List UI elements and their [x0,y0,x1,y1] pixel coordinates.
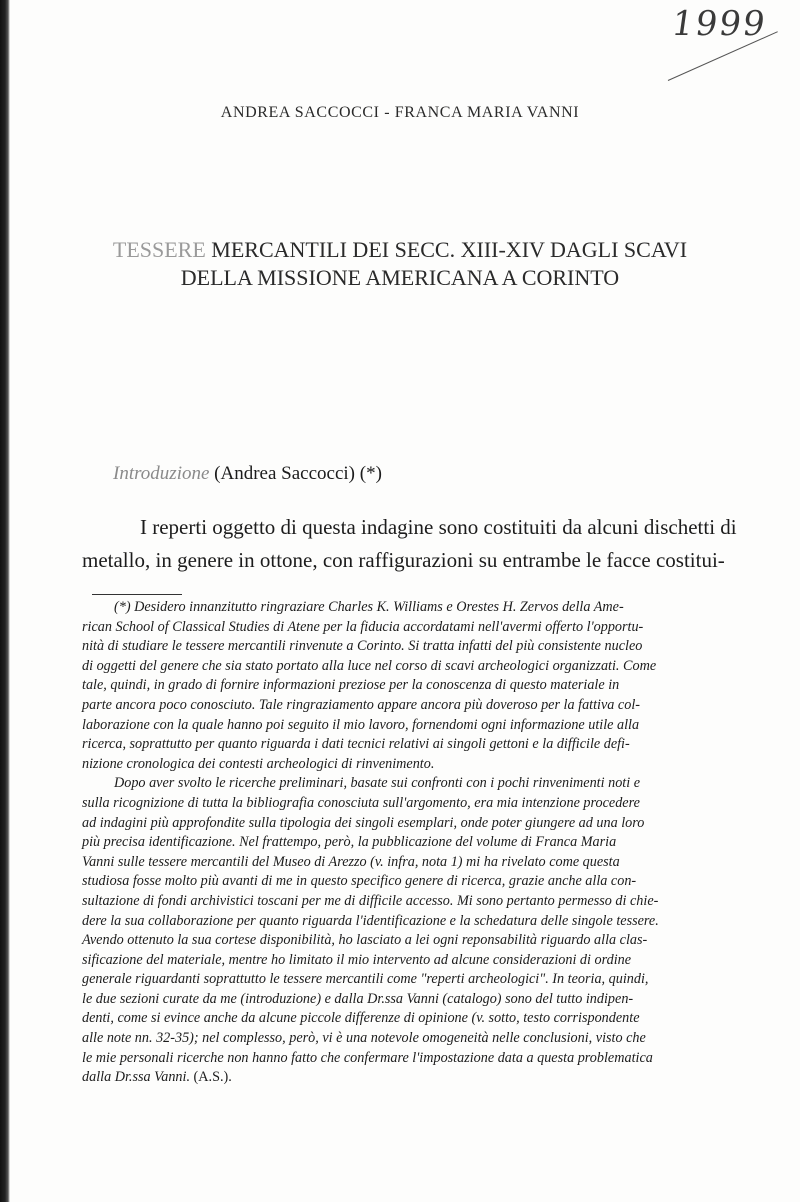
footnote-line: Avendo ottenuto la sua cortese disponibilità, ho lasciato a lei ogni reponsabilità riguardo alla clas- [82,932,648,949]
footnote-line: ad indagini più approfondite sulla tipologia dei singoli esemplari, onde poter giungere ad una loro [82,814,645,831]
footnote-line: più precisa identificazione. Nel frattempo, però, la pubblicazione del volume di Franca Maria [82,834,617,851]
title-line-1 [0,236,800,264]
title-faded-word: TESSERE [112,237,206,262]
body-paragraph [82,511,740,577]
footnote [82,598,732,1088]
footnote-line: generale riguardanti soprattutto le tessere mercantili come "reperti archeologici". In teoria, quindi, [82,971,649,988]
authors-header: ANDREA SACCOCCI - FRANCA MARIA VANNI [220,104,580,121]
footnote-line: rican School of Classical Studies di Atene per la fiducia accordatami nell'avermi offerto l'opportu- [82,618,644,635]
footnote-line: denti, come si evince anche da alcune piccole differenze di opinione (v. sotto, testo corrispondente [82,1010,640,1027]
section-heading-rest: (Andrea Saccocci) (*) [209,463,382,484]
footnote-line: parte ancora poco conosciuto. Tale ringraziamento appare ancora più doveroso per la fattiva col- [82,696,640,713]
section-heading-italic: Introduzione [113,463,210,484]
body-line-2: metallo, in genere in ottone, con raffigurazioni su entrambe le facce costitui- [82,548,725,572]
footnote-line: nizione cronologica dei contesti archeologici di rinvenimento. [82,755,435,772]
footnote-line: tale, quindi, in grado di fornire informazioni preziose per la conoscenza di questo materiale in [82,677,620,694]
footnote-line: le due sezioni curate da me (introduzione) e dalla Dr.ssa Vanni (catalogo) sono del tutto indipen- [82,990,634,1007]
footnote-line: sultazione di fondi archivistici toscani per me di difficile accesso. Mi sono pertanto permesso di chie- [82,892,659,909]
footnote-line: laborazione con la quale hanno poi seguito il mio lavoro, fornendomi ogni informazione utile alla [82,716,640,733]
footnote-line: (*) Desidero innanzitutto ringraziare Charles K. Williams e Orestes H. Zervos della Ame- [114,599,624,615]
footnote-line: sificazione del materiale, mentre ho limitato il mio intervento ad alcune considerazioni di ordine [82,951,632,968]
footnote-line: studiosa fosse molto più avanti di me in questo specifico genere di ricerca, grazie anche alla con- [82,873,637,890]
footnote-line: di oggetti del genere che sia stato portato alla luce nel corso di scavi archeologici organizzati. Come [82,657,657,674]
footnote-line: sulla ricognizione di tutta la bibliografia conosciuta sull'argomento, era mia intenzione procedere [82,794,640,811]
footnote-line: Vanni sulle tessere mercantili del Museo di Arezzo (v. infra, nota 1) mi ha rivelato come questa [82,853,620,870]
footnote-last-line [82,1068,732,1088]
footnote-rule [92,594,182,595]
title-line-1-rest: MERCANTILI DEI SECC. XIII-XIV DAGLI SCAVI [205,237,688,262]
footnote-line: ricerca, soprattutto per quanto riguarda i dati tecnici relativi ai singoli gettoni e la difficile defi- [82,736,630,753]
section-heading [113,463,382,485]
footnote-last-italic: dalla Dr.ssa Vanni. [82,1069,190,1086]
footnote-signature: (A.S.). [190,1069,232,1086]
footnote-line: alle note nn. 32-35); nel complesso, però, vi è una notevole omogeneità nelle conclusioni, visto che [82,1030,646,1047]
handwritten-annotation: 1999 [669,4,770,44]
title-line-2: DELLA MISSIONE AMERICANA A CORINTO [180,265,620,290]
footnote-line: dere la sua collaborazione per quanto riguarda l'identificazione e la schedatura delle singole tessere. [82,912,659,929]
footnote-line: Dopo aver svolto le ricerche preliminari, basate sui confronti con i pochi rinvenimenti noti e [114,775,641,792]
footnote-line: le mie personali ricerche non hanno fatto che confermare l'impostazione data a questa problematica [82,1049,653,1066]
footnote-line: nità di studiare le tessere mercantili rinvenute a Corinto. Si tratta infatti del più consistente nucleo [82,638,643,655]
scan-edge [0,0,10,1202]
body-line-1: I reperti oggetto di questa indagine sono costituiti da alcuni dischetti di [140,515,737,539]
article-title [0,236,800,292]
